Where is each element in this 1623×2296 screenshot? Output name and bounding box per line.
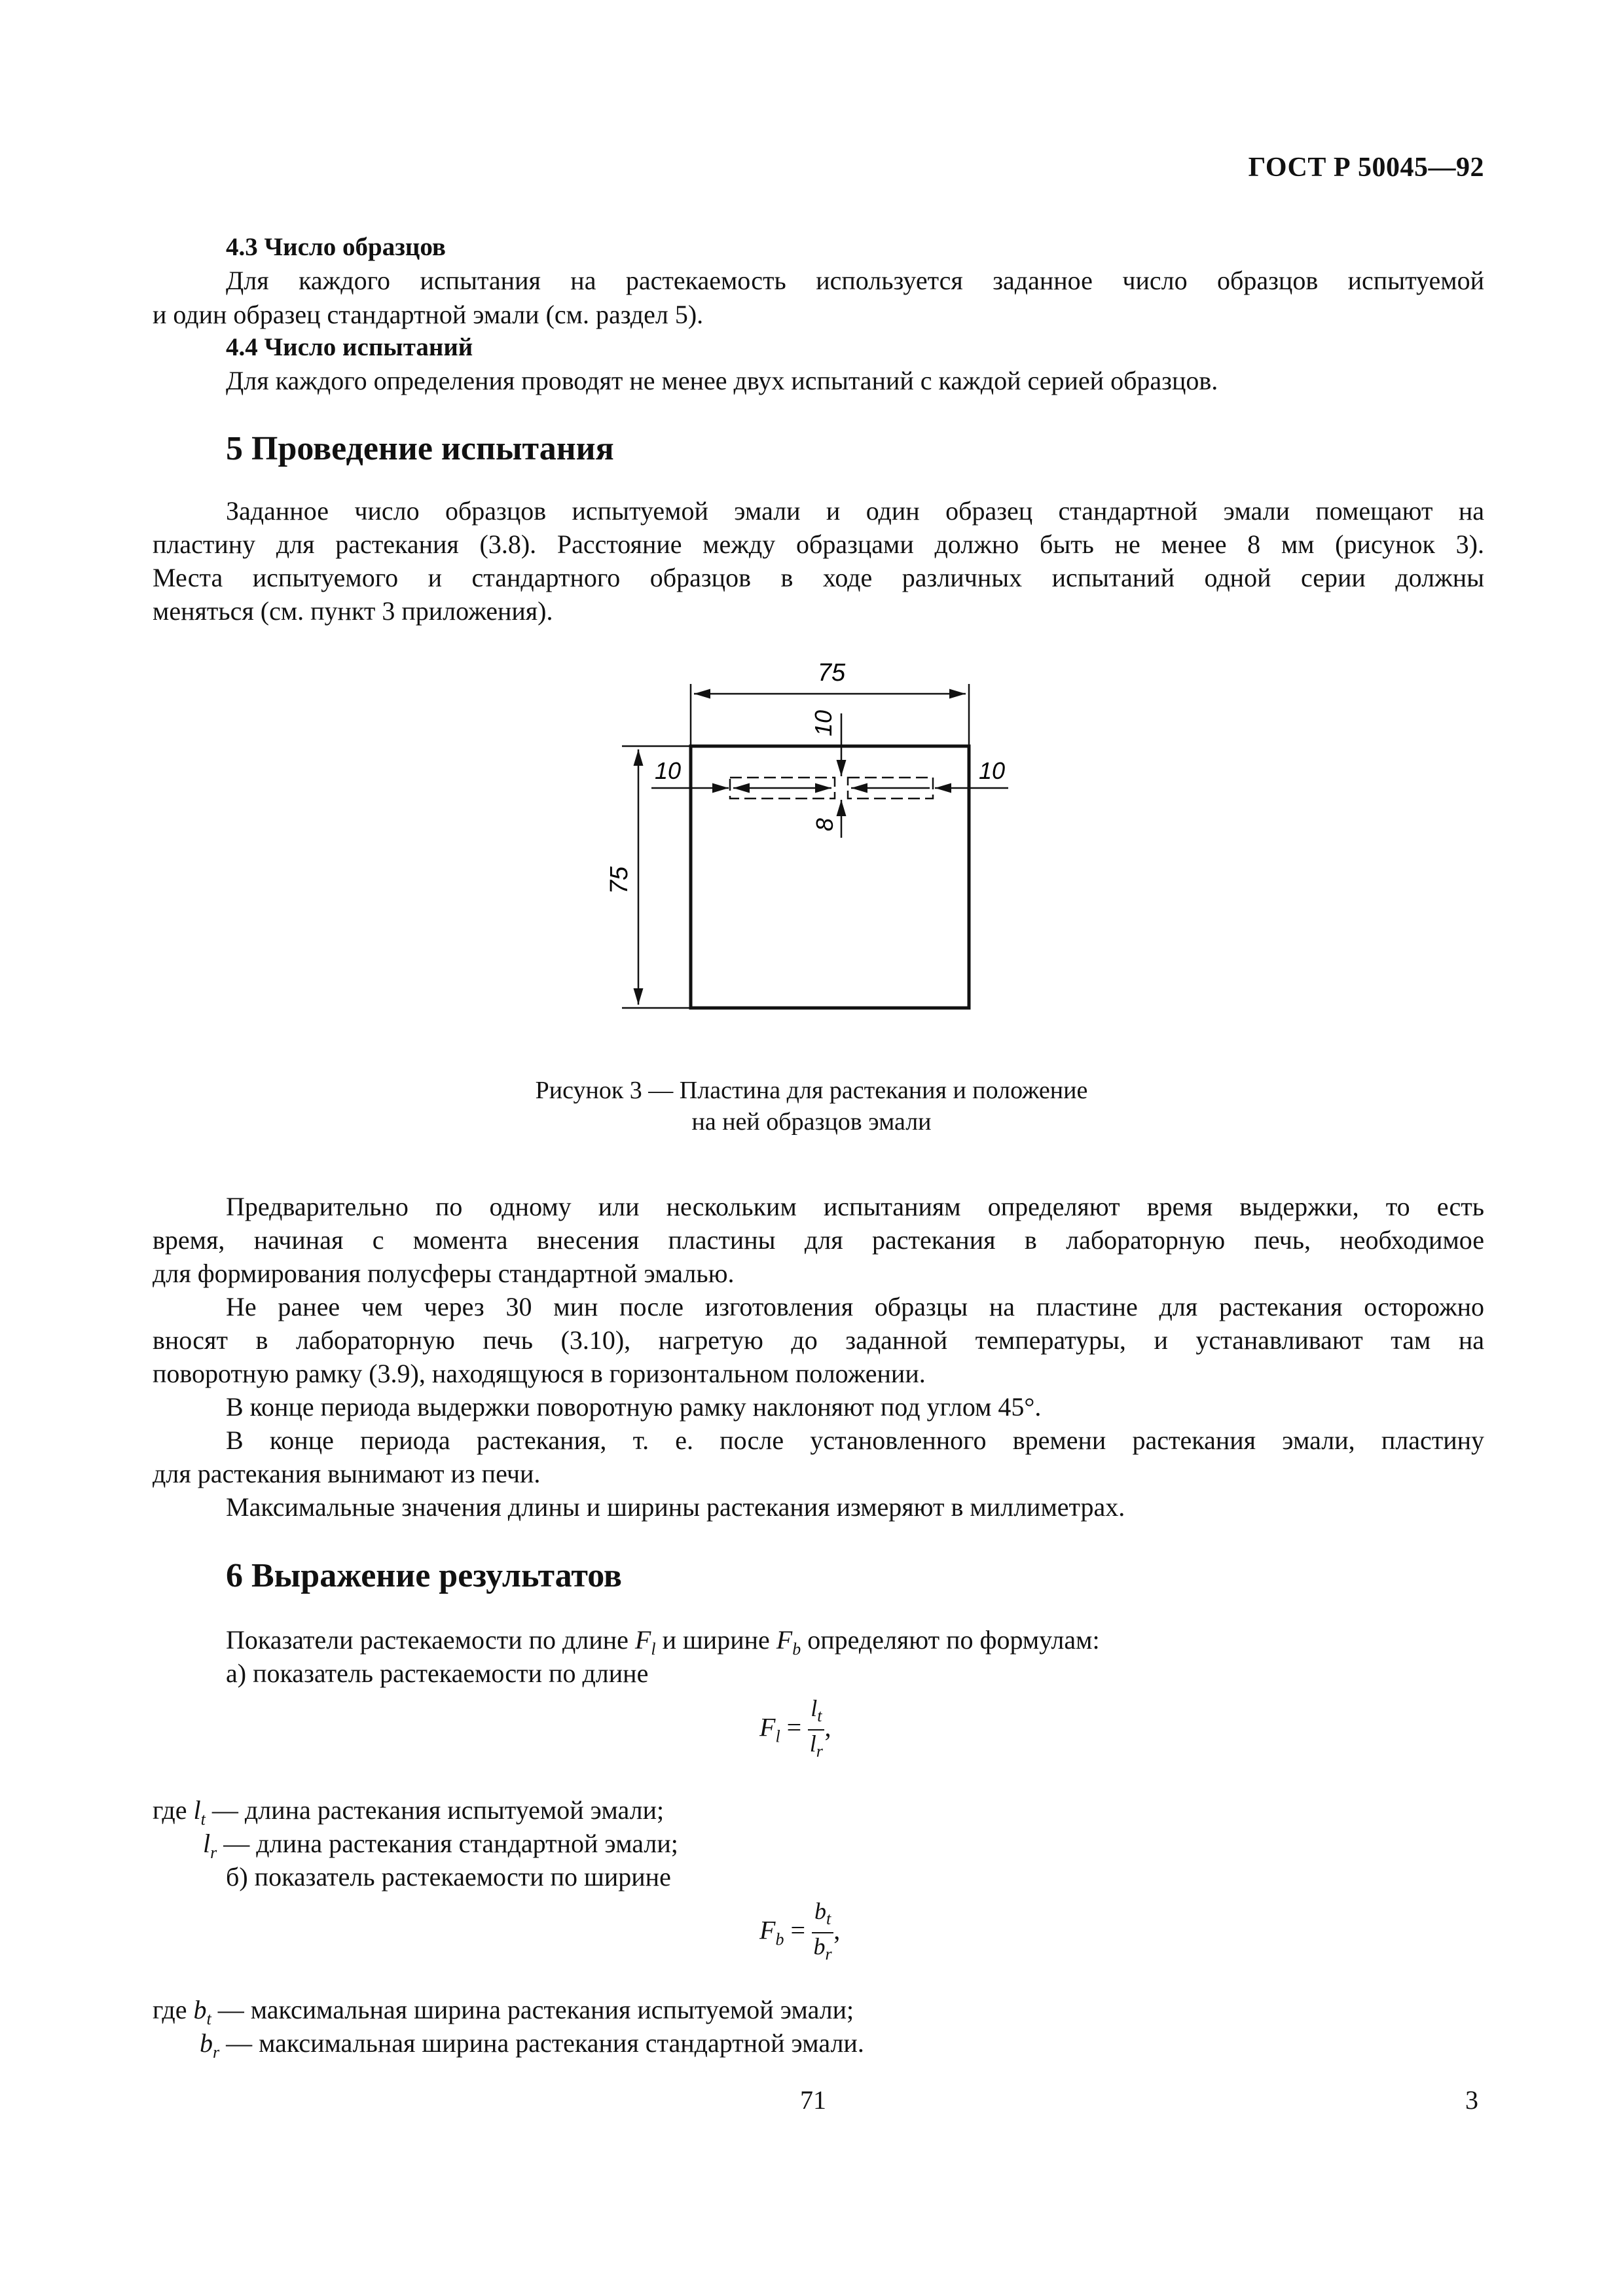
paragraph-line: Для каждого испытания на растекаемость используется заданное число образцов испытуемой bbox=[226, 266, 1484, 295]
subsection-4-4-title: 4.4 Число испытаний bbox=[226, 333, 473, 361]
paragraph-line: Предварительно по одному или нескольким испытаниям определяют время выдержки, то есть bbox=[226, 1192, 1484, 1221]
paragraph-line: для растекания вынимают из печи. bbox=[153, 1459, 541, 1488]
where-line-lt: где $l_t$ — длина растекания испытуемой эмали; bbox=[153, 1795, 665, 1829]
dimension-label-left-75: 75 bbox=[606, 866, 633, 895]
subsection-4-3-title: 4.3 Число образцов bbox=[226, 233, 446, 261]
item-b-label: б) показатель растекаемости по ширине bbox=[226, 1862, 671, 1892]
paragraph-line: Места испытуемого и стандартного образцов в ходе различных испытаний одной серии должны bbox=[153, 563, 1484, 592]
where-line-br: $b_r$ — максимальная ширина растекания стандартной эмали. bbox=[200, 2028, 864, 2062]
paragraph-line: В конце периода растекания, т. е. после установленного времени растекания эмали, пластину bbox=[226, 1426, 1484, 1455]
paragraph-line: вносят в лабораторную печь (3.10), нагретую до заданной температуры, и устанавливают там на bbox=[153, 1325, 1484, 1355]
figure-caption-line1: Рисунок 3 — Пластина для растекания и положение bbox=[535, 1077, 1088, 1104]
paragraph-line: для формирования полусферы стандартной эмалью. bbox=[153, 1259, 735, 1288]
plate-outline bbox=[691, 746, 969, 1008]
spreading-plate-figure bbox=[589, 648, 1048, 1028]
paragraph-line: Для каждого определения проводят не менее двух испытаний с каждой серией образцов. bbox=[226, 366, 1218, 395]
paragraph-line: Заданное число образцов испытуемой эмали и один образец стандартной эмали помещают на bbox=[226, 496, 1484, 526]
paragraph-line: Не ранее чем через 30 мин после изготовления образцы на пластине для растекания осторожно bbox=[226, 1292, 1484, 1321]
formula-length: $F_l$ = $\frac{l_t}{l_r}$ , bbox=[759, 1695, 831, 1761]
paragraph-line: меняться (см. пункт 3 приложения). bbox=[153, 596, 553, 626]
page-number-center: 71 bbox=[800, 2085, 826, 2115]
figure-caption-line2: на ней образцов эмали bbox=[691, 1108, 932, 1136]
dimension-label-top-10: 10 bbox=[810, 709, 837, 737]
section-6-title: 6 Выражение результатов bbox=[226, 1557, 622, 1594]
page-number-right: 3 bbox=[1465, 2085, 1478, 2115]
formula-width: $F_b$ = $\frac{b_t}{b_r}$ , bbox=[759, 1898, 841, 1964]
paragraph-line: поворотную рамку (3.9), находящуюся в горизонтальном положении. bbox=[153, 1359, 926, 1388]
section-5-title: 5 Проведение испытания bbox=[226, 430, 614, 467]
document-code: ГОСТ Р 50045—92 bbox=[1248, 152, 1484, 183]
dimension-label-8: 8 bbox=[811, 817, 838, 832]
paragraph-line: В конце периода выдержки поворотную рамку наклоняют под углом 45°. bbox=[226, 1392, 1042, 1422]
paragraph-line: пластину для растекания (3.8). Расстояние между образцами должно быть не менее 8 мм (рисунок 3). bbox=[153, 529, 1484, 559]
paragraph-line: Максимальные значения длины и ширины растекания измеряют в миллиметрах. bbox=[226, 1492, 1125, 1522]
dimension-label-left-10: 10 bbox=[654, 757, 682, 784]
formulas-intro: Показатели растекаемости по длине $F_l$ и ширине $F_b$ определяют по формулам: bbox=[226, 1625, 1100, 1659]
paragraph-line: время, начиная с момента внесения пластины для растекания в лабораторную печь, необходимое bbox=[153, 1225, 1484, 1255]
paragraph-line: и один образец стандартной эмали (см. раздел 5). bbox=[153, 300, 704, 329]
item-a-label: а) показатель растекаемости по длине bbox=[226, 1659, 649, 1688]
where-line-bt: где $b_t$ — максимальная ширина растекания испытуемой эмали; bbox=[153, 1995, 854, 2028]
dimension-label-right-10: 10 bbox=[978, 757, 1006, 784]
where-line-lr: $l_r$ — длина растекания стандартной эмали; bbox=[203, 1829, 678, 1862]
dimension-label-top-75: 75 bbox=[817, 659, 846, 687]
